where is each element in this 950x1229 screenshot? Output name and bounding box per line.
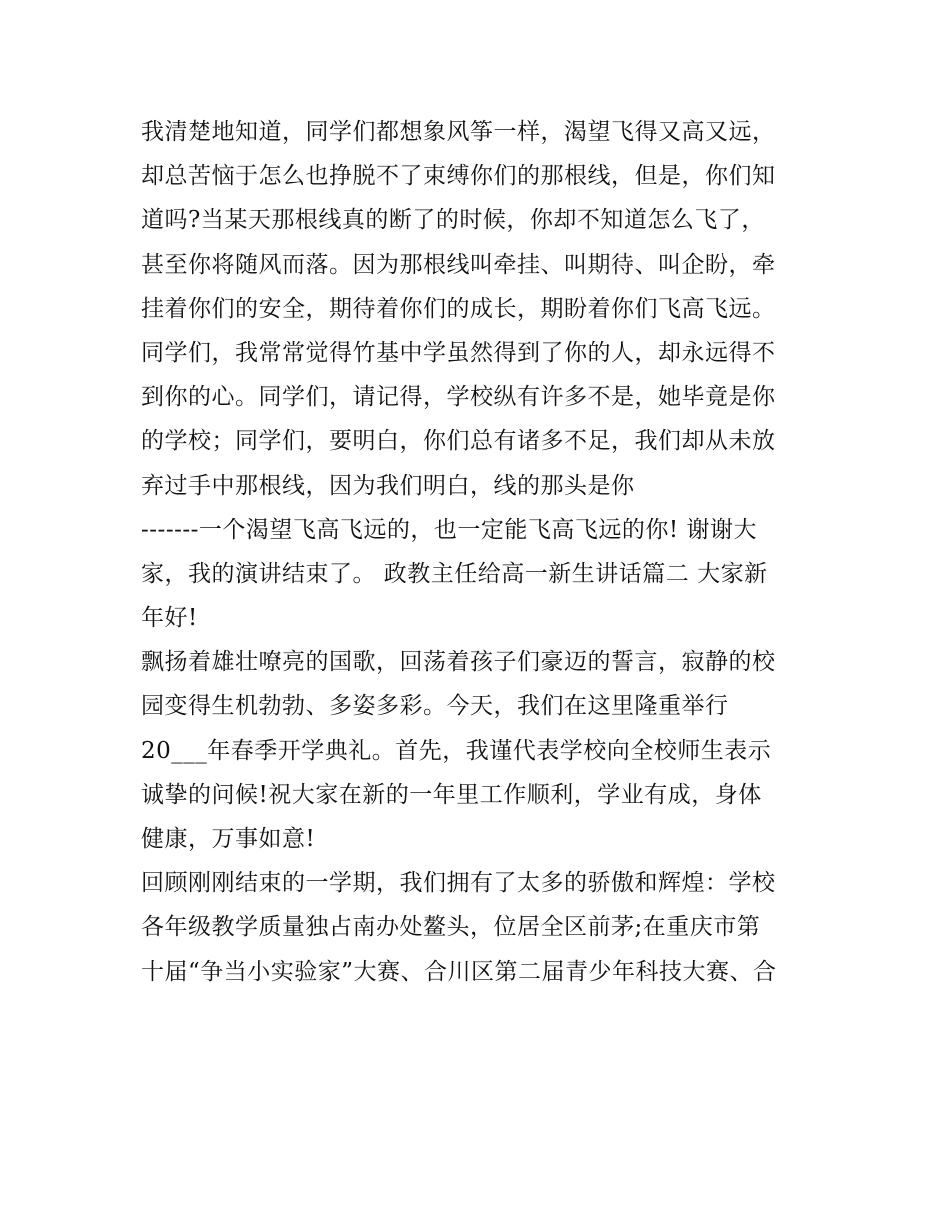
text-line: 园变得生机勃勃、多姿多彩。今天，我们在这里隆重举行 [141, 693, 729, 720]
body-text [141, 110, 821, 994]
text-line: 甚至你将随风而落。因为那根线叫牵挂、叫期待、叫企盼，牵 [141, 251, 776, 278]
text-line: 健康，万事如意! [141, 826, 316, 852]
text-line: 诚挚的问候!祝大家在新的一年里工作顺利，学业有成，身体 [141, 781, 762, 808]
text-line: 弃过手中那根线，因为我们明白，线的那头是你 [141, 472, 635, 499]
text-line: 回顾刚刚结束的一学期，我们拥有了太多的骄傲和辉煌：学校 [141, 870, 776, 897]
text-line: 道吗?当某天那根线真的断了的时候，你却不知道怎么飞了， [141, 207, 765, 234]
text-line: 却总苦恼于怎么也挣脱不了束缚你们的那根线，但是，你们知 [141, 163, 776, 190]
text-line: 飘扬着雄壮嘹亮的国歌，回荡着孩子们豪迈的誓言，寂静的校 [141, 649, 776, 676]
text-line: 家，我的演讲结束了。 政教主任给高一新生讲话篇二 大家新 [141, 560, 768, 587]
text-line: -------一个渴望飞高飞远的，也一定能飞高飞远的你! 谢谢大 [141, 516, 757, 543]
text-line: 20___年春季开学典礼。首先，我谨代表学校向全校师生表示 [141, 737, 772, 764]
text-line: 到你的心。同学们，请记得，学校纵有许多不是，她毕竟是你 [141, 384, 776, 411]
text-line: 年好! [141, 605, 198, 632]
text-line: 各年级教学质量独占南办处鳌头，位居全区前茅;在重庆市第 [141, 914, 761, 941]
text-line: 挂着你们的安全，期待着你们的成长，期盼着你们飞高飞远。 [141, 295, 776, 322]
text-line: 我清楚地知道，同学们都想象风筝一样，渴望飞得又高又远， [141, 119, 776, 145]
text-line: 的学校；同学们，要明白，你们总有诸多不足，我们却从未放 [141, 428, 776, 455]
text-line: 十届“争当小实验家”大赛、合川区第二届青少年科技大赛、合 [141, 958, 777, 985]
text-line: 同学们，我常常觉得竹基中学虽然得到了你的人，却永远得不 [141, 339, 776, 366]
